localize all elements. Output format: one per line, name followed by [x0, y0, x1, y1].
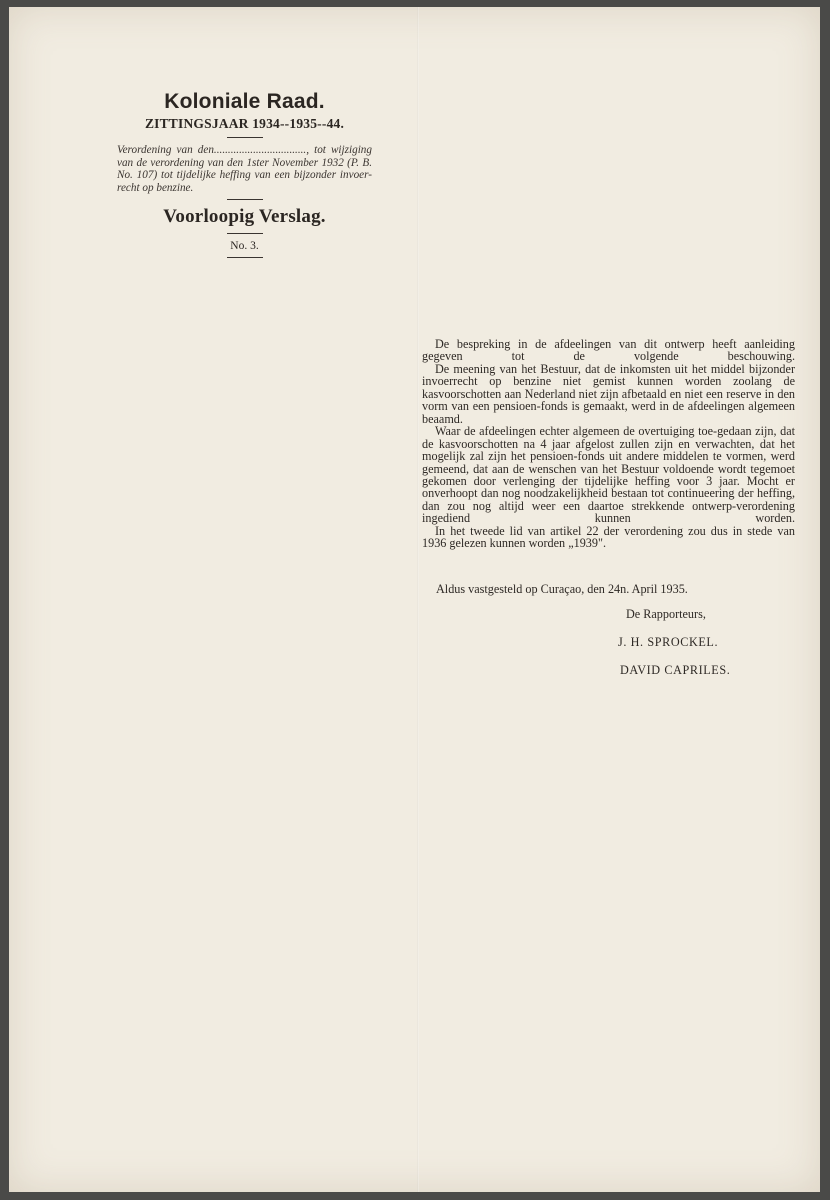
rapporteurs-label: De Rapporteurs,: [626, 607, 706, 621]
signatory-capriles: DAVID CAPRILES.: [620, 663, 731, 677]
ordinance-subject: Verordening van den................................., tot wijziging van de verordening van den 1ster November 1932 (P. B. No. 107) tot tijdelijke heffing van een bijzonder invoer-recht op benzine.: [117, 144, 372, 194]
divider: [227, 137, 263, 138]
place-date: Aldus vastgesteld op Curaçao, den 24n. April 1935.: [436, 582, 688, 596]
divider: [227, 233, 263, 234]
session-year: ZITTINGSJAAR 1934--1935--44.: [144, 116, 345, 131]
report-title: Voorloopig Verslag.: [163, 206, 326, 228]
page-fold: [417, 7, 419, 1192]
report-body: [422, 338, 795, 550]
divider: [227, 199, 263, 200]
body-paragraph: In het tweede lid van artikel 22 der verordening zou dus in stede van 1936 gelezen kunnen worden „1939".: [422, 523, 795, 551]
signatory-sprockel: J. H. SPROCKEL.: [618, 635, 719, 649]
body-paragraph: Waar de afdeelingen echter algemeen de overtuiging toe-gedaan zijn, dat de kasvoorschotten na 4 jaar afgelost zullen zijn en verwachten, dat het mogelijk zal zijn het pensioen-fonds uit andere middelen te vormen, werd gemeend, dat aan de wenschen van het Bestuur voldoende wordt tegemoet gekomen door verlenging der tijdelijke heffing voor 3 jaar. Mocht er onverhoopt dan nog noodzakelijkheid bestaan tot continueering der heffing, dan zou nog altijd weer een daartoe strekkende ontwerp-verordening ingediend kunnen worden.: [422, 424, 795, 526]
document-header: [117, 90, 372, 264]
closing-block: [422, 582, 795, 678]
document-page: [9, 7, 820, 1192]
report-number: No. 3.: [230, 240, 259, 253]
body-paragraph: De meening van het Bestuur, dat de inkomsten uit het middel bijzonder invoerrecht op benzine niet gemist kunnen worden zoolang de kasvoorschotten aan Nederland niet zijn afbetaald en niet een reserve in den vorm van een pensioen-fonds is gemaakt, werd in de afdeelingen algemeen beaamd.: [422, 361, 795, 426]
divider: [227, 257, 263, 258]
body-paragraph: De bespreking in de afdeelingen van dit ontwerp heeft aanleiding gegeven tot de volgende beschouwing.: [422, 337, 795, 364]
council-title: Koloniale Raad.: [164, 90, 325, 113]
